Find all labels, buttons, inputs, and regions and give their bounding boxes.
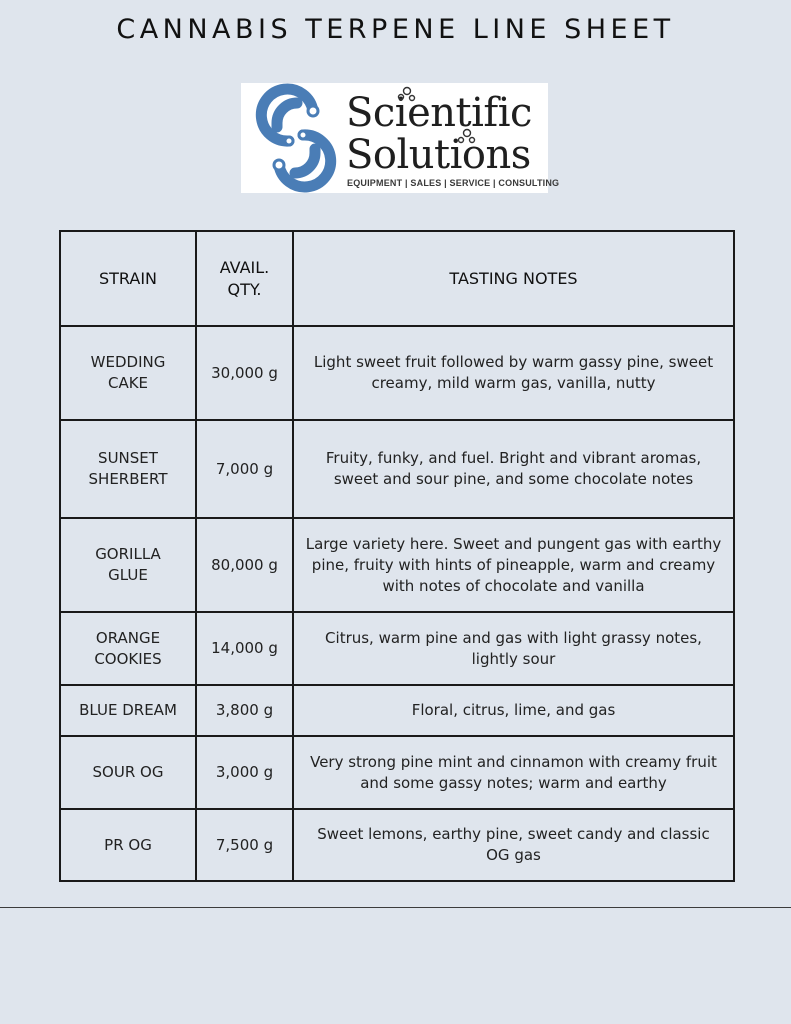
quantity-cell: 80,000 g <box>196 518 293 612</box>
tasting-notes-cell: Large variety here. Sweet and pungent gas with earthy pine, fruity with hints of pineapple, warm and creamy with notes of chocolate and vanilla <box>293 518 734 612</box>
logo-word-scientific: Scientific <box>346 90 532 136</box>
strain-name-line2: CAKE <box>107 374 149 392</box>
table-row <box>60 326 734 420</box>
strain-cell: PR OG <box>60 809 196 881</box>
quantity-cell: 7,500 g <box>196 809 293 881</box>
logo-word-solutions: Solutions <box>346 132 531 178</box>
strain-cell: BLUE DREAM <box>60 685 196 736</box>
table-row <box>60 420 734 518</box>
tasting-notes-cell: Very strong pine mint and cinnamon with creamy fruit and some gassy notes; warm and earthy <box>293 736 734 809</box>
strain-name-line1: ORANGE <box>95 628 161 647</box>
table-row <box>60 809 734 881</box>
tasting-notes-cell: Citrus, warm pine and gas with light grassy notes, lightly sour <box>293 612 734 685</box>
strain-cell <box>60 326 196 420</box>
table-header-row <box>60 231 734 326</box>
table-row <box>60 736 734 809</box>
header-strain: STRAIN <box>60 231 196 326</box>
strain-name-line1: GORILLA <box>95 545 161 563</box>
quantity-cell: 30,000 g <box>196 326 293 420</box>
header-qty-line1: AVAIL. <box>219 257 270 277</box>
tasting-notes-cell: Floral, citrus, lime, and gas <box>293 685 734 736</box>
strain-cell <box>60 612 196 685</box>
header-available-quantity <box>196 231 293 326</box>
strain-cell <box>60 420 196 518</box>
quantity-cell: 7,000 g <box>196 420 293 518</box>
bottom-divider <box>0 907 791 908</box>
table-row <box>60 685 734 736</box>
table-row <box>60 518 734 612</box>
strain-name-line2: GLUE <box>108 566 148 584</box>
table-row <box>60 612 734 685</box>
quantity-cell: 3,000 g <box>196 736 293 809</box>
bubble-dots-icon <box>241 83 548 193</box>
quantity-cell: 14,000 g <box>196 612 293 685</box>
quantity-cell: 3,800 g <box>196 685 293 736</box>
header-qty-line2: QTY. <box>227 279 262 299</box>
strain-name-line1: WEDDING <box>90 353 166 371</box>
strain-cell <box>60 518 196 612</box>
tasting-notes-cell: Fruity, funky, and fuel. Bright and vibrant aromas, sweet and sour pine, and some chocolate notes <box>293 420 734 518</box>
terpene-line-sheet-table <box>59 230 735 882</box>
strain-cell: SOUR OG <box>60 736 196 809</box>
header-tasting-notes: TASTING NOTES <box>293 231 734 326</box>
page-title: CANNABIS TERPENE LINE SHEET <box>116 14 675 45</box>
strain-name-line1: SUNSET <box>98 449 158 467</box>
strain-name-line2: SHERBERT <box>88 470 168 488</box>
tasting-notes-cell: Light sweet fruit followed by warm gassy pine, sweet creamy, mild warm gas, vanilla, nutty <box>293 326 734 420</box>
strain-name-line2: COOKIES <box>94 649 162 668</box>
tasting-notes-cell: Sweet lemons, earthy pine, sweet candy and classic OG gas <box>293 809 734 881</box>
company-logo <box>241 83 560 193</box>
logo-tagline: EQUIPMENT | SALES | SERVICE | CONSULTING <box>347 178 560 188</box>
